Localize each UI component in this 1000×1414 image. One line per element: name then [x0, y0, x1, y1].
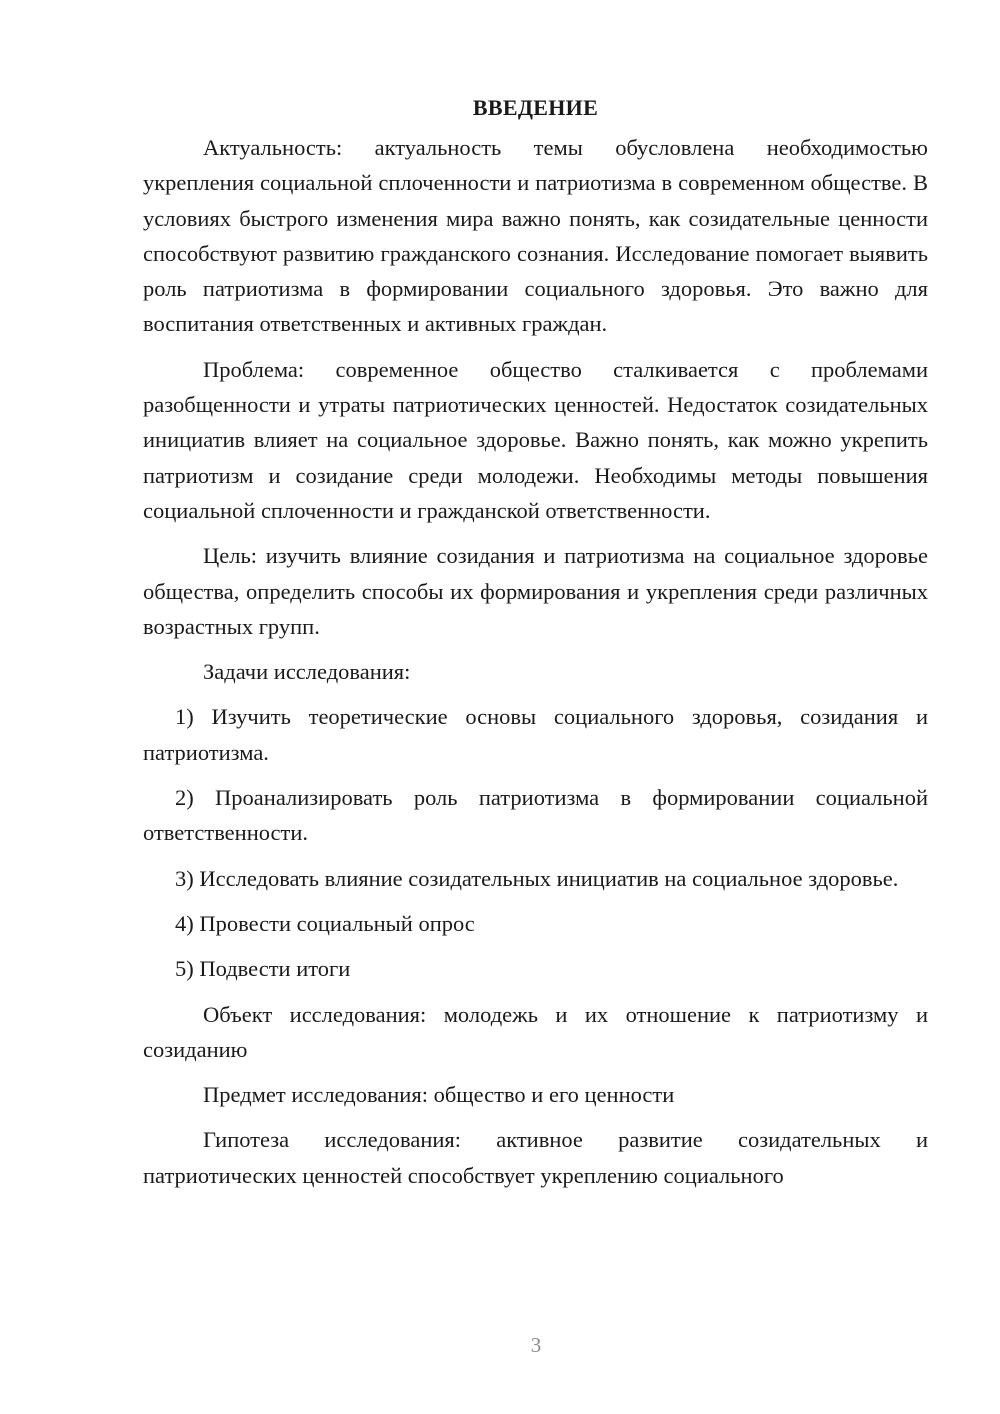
paragraph-object: Объект исследования: молодежь и их отношение к патриотизму и созиданию	[143, 1001, 928, 1062]
task-item-1: 1) Изучить теоретические основы социального здоровья, созидания и патриотизма.	[143, 704, 928, 765]
task-item-4: 4) Провести социальный опрос	[175, 910, 475, 936]
paragraph-tasks-heading: Задачи исследования:	[203, 659, 411, 685]
task-item-2: 2) Проанализировать роль патриотизма в формировании социальной ответственности.	[143, 785, 928, 846]
paragraph-problem: Проблема: современное общество сталкивается с проблемами разобщенности и утраты патриотических ценностей. Недостаток созидательных инициатив влияет на социальное здоровье. Важно понять, как можно укрепить патриотизм и созидание среди молодежи. Необходимы методы повышения социальной сплоченности и гражданской ответственности.	[143, 356, 928, 523]
task-item-5: 5) Подвести итоги	[175, 956, 351, 982]
page-title: ВВЕДЕНИЕ	[472, 95, 599, 120]
paragraph-hypothesis: Гипотеза исследования: активное развитие созидательных и патриотических ценностей способствует укреплению социального	[143, 1127, 928, 1188]
page-number: 3	[530, 1333, 542, 1357]
paragraph-goal: Цель: изучить влияние созидания и патриотизма на социальное здоровье общества, определить способы их формирования и укрепления среди различных возрастных групп.	[143, 543, 928, 639]
paragraph-relevance: Актуальность: актуальность темы обусловлена необходимостью укрепления социальной сплоченности и патриотизма в современном обществе. В условиях быстрого изменения мира важно понять, как созидательные ценности способствуют развитию гражданского сознания. Исследование помогает выявить роль патриотизма в формировании социального здоровья. Это важно для воспитания ответственных и активных граждан.	[143, 135, 928, 337]
paragraph-subject: Предмет исследования: общество и его ценности	[203, 1082, 675, 1108]
task-item-3: 3) Исследовать влияние созидательных инициатив на социальное здоровье.	[175, 865, 899, 891]
page-content	[143, 92, 928, 1203]
